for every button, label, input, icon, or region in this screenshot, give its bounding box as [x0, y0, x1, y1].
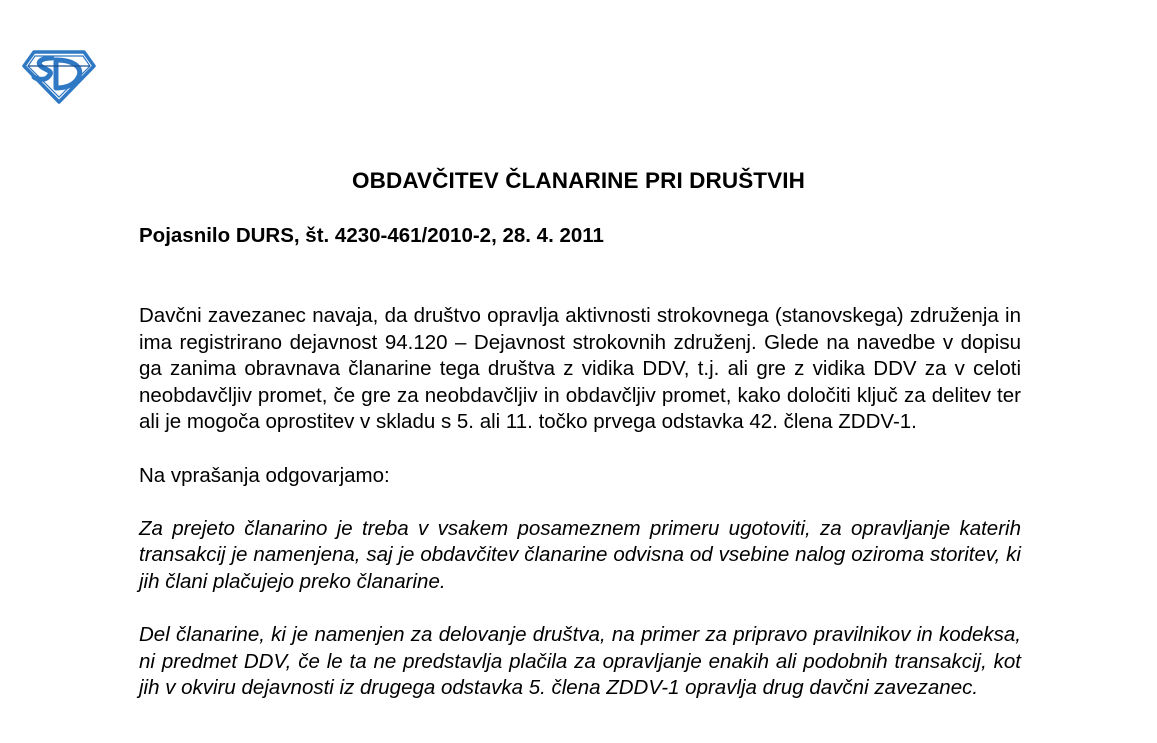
document-reference: Pojasnilo DURS, št. 4230-461/2010-2, 28. 4. 2011: [139, 224, 604, 247]
paragraph-intro: Davčni zavezanec navaja, da društvo opravlja aktivnosti strokovnega (stanovskega) združenja in ima registrirano dejavnost 94.120 – Dejavnost strokovnih združenj. Glede na navedbe v dopisu ga zanima obravnava članarine tega društva z vidika DDV, t.j. ali gre z vidika DDV za v celoti neobdavčljiv promet, če gre za neobdavčljiv in obdavčljiv promet, kako določiti ključ za delitev ter ali je mogoča oprostitev v skladu s 5. ali 11. točko prvega odstavka 42. člena ZDDV-1.: [139, 304, 1021, 434]
sd-logo-icon: [22, 50, 96, 104]
document-title: OBDAVČITEV ČLANARINE PRI DRUŠTVIH: [352, 168, 805, 193]
document-body: [139, 303, 1021, 729]
paragraph-answer-2: Del članarine, ki je namenjen za delovanje društva, na primer za pripravo pravilnikov in kodeksa, ni predmet DDV, če le ta ne predstavlja plačila za opravljanje enakih ali podobnih transakcij, kot jih v okviru dejavnosti iz drugega odstavka 5. člena ZDDV-1 opravlja drug davčni zavezanec.: [139, 623, 1021, 700]
paragraph-answer-lead: Na vprašanja odgovarjamo:: [139, 463, 390, 487]
paragraph-answer-1: Za prejeto članarino je treba v vsakem posameznem primeru ugotoviti, za opravljanje katerih transakcij je namenjena, saj je obdavčitev članarine odvisna od vsebine nalog oziroma storitev, ki jih člani plačujejo preko članarine.: [139, 516, 1021, 593]
